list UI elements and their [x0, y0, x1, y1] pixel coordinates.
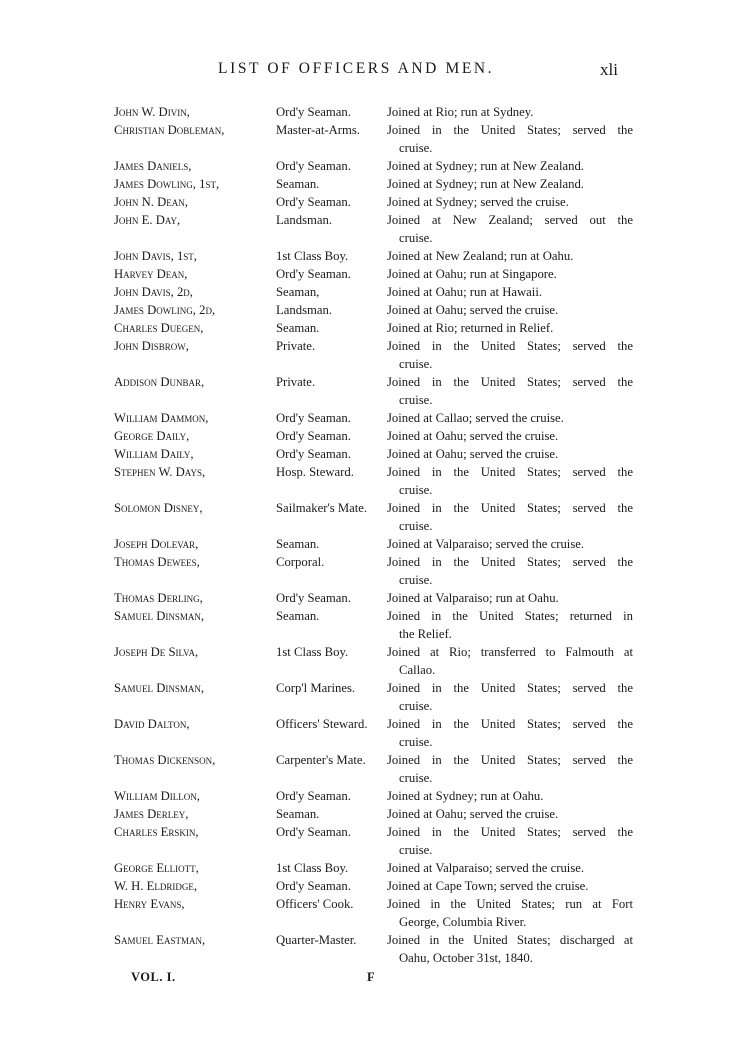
list-entry [0, 193, 750, 211]
entry-rating: Seaman. [276, 177, 320, 191]
entry-rating: Private. [276, 339, 316, 353]
remark-line: cruise. [399, 393, 433, 407]
entry-rating: Ord'y Seaman. [276, 879, 351, 893]
list-entry [0, 931, 750, 967]
remark-line: Joined in the United States; served the [387, 465, 633, 479]
volume-label: VOL. I. [131, 970, 176, 984]
entry-name: George Daily, [114, 429, 190, 443]
entry-rating: 1st Class Boy. [276, 249, 349, 263]
remark-line: Joined in the United States; run at Fort [387, 897, 633, 911]
entry-remark [387, 553, 633, 589]
entry-rating: Officers' Steward. [276, 717, 368, 731]
entry-name: John Disbrow, [114, 339, 189, 353]
entry-rating: Private. [276, 375, 316, 389]
entry-name: Thomas Dewees, [114, 555, 200, 569]
remark-line: Joined at New Zealand; served out the [387, 213, 633, 227]
remark-line: Joined at Valparaiso; served the cruise. [387, 861, 585, 875]
entry-rating: Ord'y Seaman. [276, 789, 351, 803]
entry-name: Stephen W. Days, [114, 465, 206, 479]
entry-name: Charles Duegen, [114, 321, 204, 335]
entry-rating: 1st Class Boy. [276, 645, 349, 659]
entry-remark [387, 823, 633, 859]
remark-line: Joined at Rio; transferred to Falmouth at [387, 645, 633, 659]
remark-line: Joined at Sydney; run at New Zealand. [387, 159, 584, 173]
entry-rating: Ord'y Seaman. [276, 825, 351, 839]
remark-line: Joined at Rio; returned in Relief. [387, 321, 554, 335]
entry-remark [387, 121, 633, 157]
remark-line: cruise. [399, 771, 433, 785]
list-entry [0, 121, 750, 157]
entry-rating: Hosp. Steward. [276, 465, 354, 479]
entry-remark [387, 787, 633, 805]
entry-rating: Quarter-Master. [276, 933, 357, 947]
entry-name: George Elliott, [114, 861, 199, 875]
list-entry [0, 499, 750, 535]
list-entry [0, 301, 750, 319]
page-footer [0, 970, 750, 990]
remark-line: Callao. [399, 663, 436, 677]
list-entry [0, 751, 750, 787]
entry-name: John Davis, 2d, [114, 285, 193, 299]
list-entry [0, 823, 750, 859]
entry-remark [387, 265, 633, 283]
remark-line: Joined in the United States; served the [387, 753, 633, 767]
list-entry [0, 337, 750, 373]
entry-rating: Seaman. [276, 609, 320, 623]
list-entry [0, 805, 750, 823]
remark-line: Joined in the United States; served the [387, 555, 633, 569]
remark-line: cruise. [399, 843, 433, 857]
list-entry [0, 409, 750, 427]
entry-name: David Dalton, [114, 717, 190, 731]
entry-rating: Sailmaker's Mate. [276, 501, 368, 515]
page-number: xli [600, 60, 618, 79]
entry-remark [387, 931, 633, 967]
list-entry [0, 859, 750, 877]
remark-line: Joined at New Zealand; run at Oahu. [387, 249, 574, 263]
entry-name: James Daniels, [114, 159, 192, 173]
entry-name: Joseph De Silva, [114, 645, 199, 659]
entry-rating: Ord'y Seaman. [276, 267, 351, 281]
entry-remark [387, 895, 633, 931]
remark-line: Joined in the United States; served the [387, 501, 633, 515]
list-entry [0, 463, 750, 499]
entry-rating: Ord'y Seaman. [276, 429, 351, 443]
remark-line: Joined in the United States; returned in [387, 609, 633, 623]
list-entry [0, 895, 750, 931]
list-entry [0, 157, 750, 175]
entry-rating: Officers' Cook. [276, 897, 354, 911]
signature-mark: F [367, 970, 375, 984]
entry-remark [387, 211, 633, 247]
entry-rating: Master-at-Arms. [276, 123, 360, 137]
page-header [0, 60, 750, 88]
remark-line: Joined in the United States; discharged at [387, 933, 633, 947]
list-entry [0, 373, 750, 409]
entry-rating: Landsman. [276, 303, 333, 317]
entry-remark [387, 409, 633, 427]
list-entry [0, 589, 750, 607]
entry-name: James Dowling, 1st, [114, 177, 220, 191]
remark-line: Joined at Oahu; run at Hawaii. [387, 285, 543, 299]
remark-line: Joined at Oahu; served the cruise. [387, 303, 559, 317]
entry-name: Samuel Eastman, [114, 933, 206, 947]
entry-name: James Derley, [114, 807, 189, 821]
remark-line: Joined in the United States; served the [387, 825, 633, 839]
remark-line: cruise. [399, 483, 433, 497]
entry-name: Thomas Dickenson, [114, 753, 216, 767]
entry-name: William Dammon, [114, 411, 209, 425]
entry-remark [387, 643, 633, 679]
entry-rating: Seaman. [276, 321, 320, 335]
entry-remark [387, 805, 633, 823]
entry-remark [387, 283, 633, 301]
entry-name: Christian Dobleman, [114, 123, 225, 137]
entry-name: Harvey Dean, [114, 267, 188, 281]
list-entry [0, 283, 750, 301]
entry-rating: Corporal. [276, 555, 325, 569]
running-title: LIST OF OFFICERS AND MEN. [218, 60, 495, 77]
list-entry [0, 535, 750, 553]
entry-remark [387, 337, 633, 373]
remark-line: cruise. [399, 231, 433, 245]
list-entry [0, 553, 750, 589]
remark-line: cruise. [399, 735, 433, 749]
entry-name: W. H. Eldridge, [114, 879, 198, 893]
remark-line: cruise. [399, 573, 433, 587]
list-entry [0, 103, 750, 121]
remark-line: Joined at Oahu; served the cruise. [387, 429, 559, 443]
entry-remark [387, 193, 633, 211]
entry-name: Samuel Dinsman, [114, 609, 205, 623]
remark-line: cruise. [399, 357, 433, 371]
remark-line: Joined at Sydney; run at Oahu. [387, 789, 544, 803]
entry-name: Charles Erskin, [114, 825, 199, 839]
entry-remark [387, 373, 633, 409]
entry-remark [387, 175, 633, 193]
entry-remark [387, 445, 633, 463]
remark-line: Joined in the United States; served the [387, 681, 633, 695]
entry-name: John N. Dean, [114, 195, 188, 209]
entry-rating: Corp'l Marines. [276, 681, 356, 695]
remark-line: Joined at Oahu; served the cruise. [387, 807, 559, 821]
list-entry [0, 211, 750, 247]
entry-name: Solomon Disney, [114, 501, 203, 515]
entry-name: John W. Divin, [114, 105, 190, 119]
remark-line: Joined at Oahu; run at Singapore. [387, 267, 557, 281]
entry-remark [387, 715, 633, 751]
entry-remark [387, 463, 633, 499]
entry-remark [387, 859, 633, 877]
entry-rating: 1st Class Boy. [276, 861, 349, 875]
entry-rating: Seaman. [276, 807, 320, 821]
entry-rating: Ord'y Seaman. [276, 195, 351, 209]
entry-rating: Carpenter's Mate. [276, 753, 366, 767]
officers-men-list [0, 103, 750, 967]
entry-name: John Davis, 1st, [114, 249, 197, 263]
list-entry [0, 877, 750, 895]
entry-remark [387, 103, 633, 121]
remark-line: Oahu, October 31st, 1840. [399, 951, 533, 965]
remark-line: Joined at Cape Town; served the cruise. [387, 879, 589, 893]
entry-rating: Ord'y Seaman. [276, 159, 351, 173]
remark-line: the Relief. [399, 627, 452, 641]
entry-name: John E. Day, [114, 213, 181, 227]
entry-rating: Ord'y Seaman. [276, 447, 351, 461]
list-entry [0, 175, 750, 193]
remark-line: cruise. [399, 141, 433, 155]
remark-line: cruise. [399, 519, 433, 533]
entry-name: Thomas Derling, [114, 591, 203, 605]
entry-name: Addison Dunbar, [114, 375, 205, 389]
list-entry [0, 607, 750, 643]
list-entry [0, 319, 750, 337]
remark-line: Joined in the United States; served the [387, 717, 633, 731]
entry-name: Samuel Dinsman, [114, 681, 205, 695]
entry-remark [387, 319, 633, 337]
entry-remark [387, 607, 633, 643]
entry-remark [387, 247, 633, 265]
remark-line: Joined at Valparaiso; run at Oahu. [387, 591, 559, 605]
entry-name: James Dowling, 2d, [114, 303, 216, 317]
remark-line: Joined at Rio; run at Sydney. [387, 105, 534, 119]
entry-rating: Landsman. [276, 213, 333, 227]
entry-rating: Ord'y Seaman. [276, 105, 351, 119]
entry-name: Joseph Dolevar, [114, 537, 199, 551]
entry-rating: Ord'y Seaman. [276, 591, 351, 605]
entry-remark [387, 301, 633, 319]
entry-name: William Dillon, [114, 789, 200, 803]
entry-name: Henry Evans, [114, 897, 185, 911]
remark-line: Joined at Oahu; served the cruise. [387, 447, 559, 461]
entry-rating: Seaman. [276, 537, 320, 551]
entry-remark [387, 877, 633, 895]
entry-remark [387, 751, 633, 787]
entry-remark [387, 535, 633, 553]
entry-remark [387, 679, 633, 715]
entry-name: William Daily, [114, 447, 194, 461]
list-entry [0, 427, 750, 445]
remark-line: Joined at Callao; served the cruise. [387, 411, 564, 425]
list-entry [0, 265, 750, 283]
list-entry [0, 643, 750, 679]
list-entry [0, 715, 750, 751]
list-entry [0, 247, 750, 265]
entry-remark [387, 499, 633, 535]
remark-line: Joined at Sydney; served the cruise. [387, 195, 569, 209]
remark-line: George, Columbia River. [399, 915, 527, 929]
entry-remark [387, 589, 633, 607]
entry-remark [387, 427, 633, 445]
remark-line: Joined at Valparaiso; served the cruise. [387, 537, 585, 551]
remark-line: Joined in the United States; served the [387, 375, 633, 389]
list-entry [0, 787, 750, 805]
remark-line: cruise. [399, 699, 433, 713]
remark-line: Joined in the United States; served the [387, 123, 633, 137]
list-entry [0, 445, 750, 463]
remark-line: Joined in the United States; served the [387, 339, 633, 353]
list-entry [0, 679, 750, 715]
entry-rating: Ord'y Seaman. [276, 411, 351, 425]
remark-line: Joined at Sydney; run at New Zealand. [387, 177, 584, 191]
entry-rating: Seaman, [276, 285, 320, 299]
entry-remark [387, 157, 633, 175]
